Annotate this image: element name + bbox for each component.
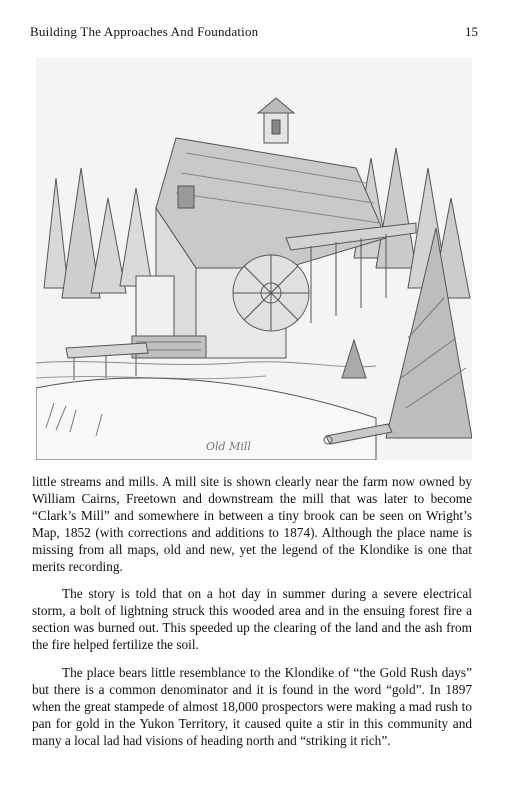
running-head: Building The Approaches And Foundation — [30, 24, 259, 39]
paragraph: The story is told that on a hot day in summer during a severe electrical storm, a bolt of lightning struck this wooded area and in the ensuing forest fire a section was burned out. This speeded up the clearing of the land and the ash from the fire helped fertilize the soil. — [32, 586, 472, 653]
page-number: 15 — [465, 24, 478, 39]
mill-illustration — [36, 58, 472, 460]
paragraph: little streams and mills. A mill site is shown clearly near the farm now owned by William Cairns, Freetown and downstream the mill that was later to become “Clark’s Mill” and somewhere in between a tiny brook can be seen on Wright’s Map, 1852 (with corrections and additions to 1874). Although the place name is missing from all maps, old and new, yet the legend of the Klondike is one that merits recording. — [32, 474, 472, 574]
paragraph: The place bears little resemblance to the Klondike of “the Gold Rush days” but there is a common denominator and it is found in the word “gold”. In 1897 when the great stampede of almost 18,000 prospectors were making a mad rush to pan for gold in the Yukon Territory, it caused quite a stir in this community and many a local lad had visions of heading north and “striking it rich”. — [32, 665, 472, 748]
mill-sketch — [36, 58, 472, 460]
page-header — [30, 24, 478, 42]
body-text — [32, 474, 472, 761]
artist-signature: Old Mill — [206, 440, 251, 453]
